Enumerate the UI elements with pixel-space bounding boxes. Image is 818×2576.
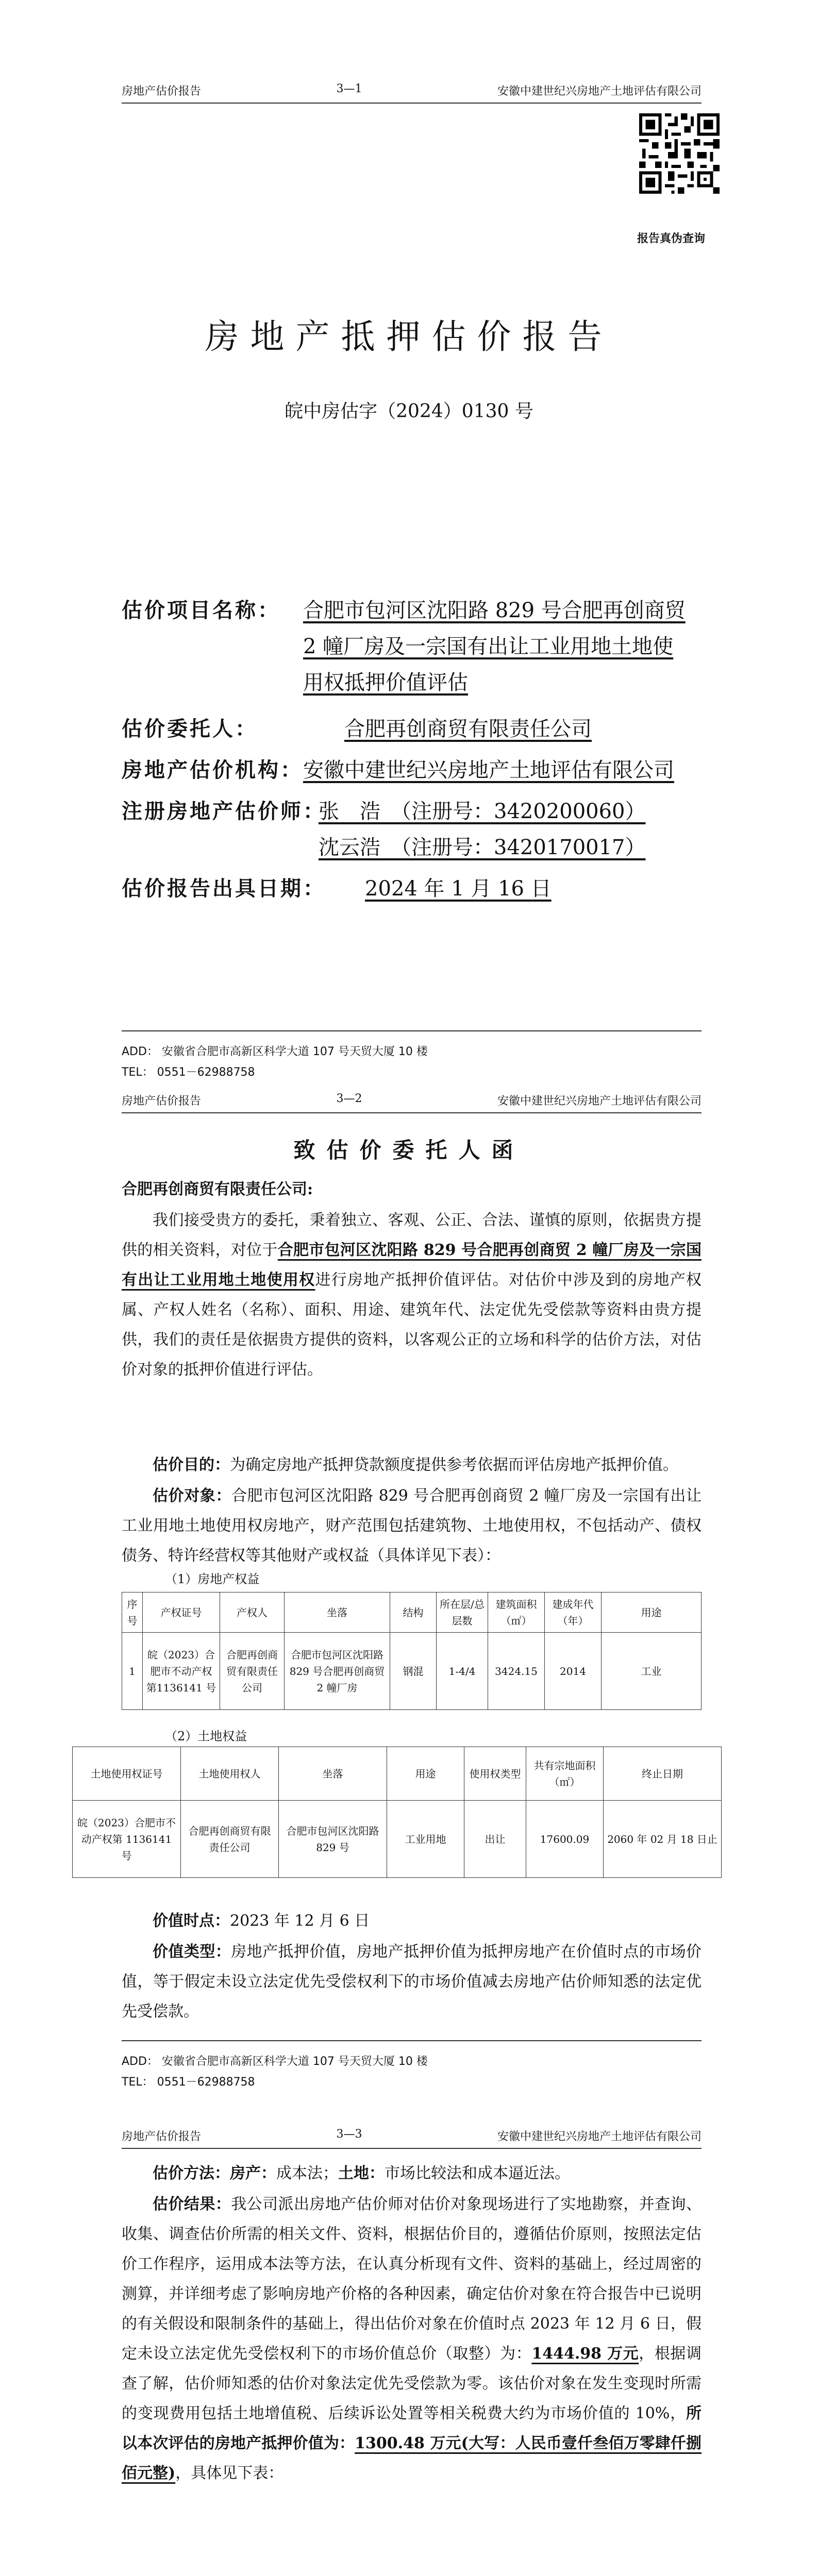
header-left: 房地产估价报告 (122, 1095, 202, 1108)
intro-text-c: 进行房地产抵押价值评估。对估价中涉及到的房地产权属、产权人姓名（名称）、面积、用途、建筑年代、法定优先受偿款等资料由贵方提供，我们的责任是依据贵方提供的资料，以客观公正的立场和科学的估价方法，对估价对象的抵押价值进行评估。 (122, 1271, 702, 1379)
header-page-no: 3—1 (336, 82, 362, 95)
table-cell: 合肥市包河区沈阳路 829 号 (279, 1801, 387, 1878)
result-paragraph (122, 2190, 702, 2488)
project-label: 估价项目名称： (122, 598, 280, 622)
client-label: 估价委托人： (122, 717, 258, 741)
table1-caption: （1）房地产权益 (165, 1572, 260, 1586)
page-header (122, 1092, 702, 1113)
project-name-line2: 2 幢厂房及一宗国有出让工业用地土地使 (303, 635, 674, 658)
table-cell: 合肥再创商贸有限责任公司 (181, 1801, 279, 1878)
table-row (73, 1801, 722, 1878)
appraiser-row-2 (319, 829, 646, 866)
letter-page-2 (0, 2128, 818, 2576)
table-cell: 钢混 (390, 1633, 437, 1710)
project-row (122, 592, 686, 629)
table-cell: 2014 (545, 1633, 602, 1710)
page-header (122, 82, 702, 104)
purpose-paragraph (122, 1450, 702, 1480)
table-cell: 合肥市包河区沈阳路 829 号合肥再创商贸 2 幢厂房 (285, 1633, 390, 1710)
page-header (122, 2128, 702, 2149)
table-cell: 出让 (464, 1801, 526, 1878)
method-label: 估价方法： (153, 2164, 230, 2182)
value-type-text: 房地产抵押价值，房地产抵押价值为抵押房地产在价值时点的市场价值，等于假定未设立法定优先受偿权利下的市场价值减去房地产估价师知悉的法定优先受偿款。 (122, 1943, 702, 2021)
value-type-paragraph (122, 1937, 702, 2027)
date-label: 估价报告出具日期： (122, 876, 326, 901)
table-cell: 工业 (602, 1633, 702, 1710)
header-left: 房地产估价报告 (122, 2130, 202, 2143)
table-header-row (122, 1592, 702, 1633)
land-rights-table (72, 1747, 722, 1878)
table-header: 土地使用权人 (181, 1747, 279, 1801)
method-house-label: 房产： (230, 2164, 276, 2182)
client-name: 合肥再创商贸有限责任公司 (344, 717, 592, 741)
addressee: 合肥再创商贸有限责任公司: (122, 1180, 313, 1198)
market-value: 1444.98 万元 (531, 2345, 639, 2363)
issue-date: 2024 年 1 月 16 日 (365, 877, 552, 901)
object-paragraph (122, 1481, 702, 1571)
value-type-label: 价值类型： (153, 1943, 231, 1961)
agency-row (122, 752, 674, 788)
intro-paragraph (122, 1206, 702, 1385)
table2-caption: （2）土地权益 (165, 1729, 247, 1743)
table-header: 坐落 (279, 1747, 387, 1801)
value-date: 2023 年 12 月 6 日 (230, 1912, 370, 1930)
agency-label: 房地产估价机构： (122, 758, 303, 782)
table-cell: 3424.15 (488, 1633, 545, 1710)
intro-text-a: 我们接受贵方的委托，秉着独立、客观、公正、合法、谨慎的原则，依据贵方提供的相关资料，对位于 (122, 1211, 702, 1259)
client-row (122, 711, 592, 747)
table-cell: 1-4/4 (437, 1633, 488, 1710)
method-land: 市场比较法和成本逼近法。 (385, 2164, 570, 2182)
project-name-line3: 用权抵押价值评估 (303, 671, 468, 694)
qr-code[interactable] (639, 113, 720, 194)
purpose-text: 为确定房地产抵押贷款额度提供参考依据而评估房地产抵押价值。 (230, 1456, 678, 1474)
table-header: 用途 (602, 1592, 702, 1633)
table-cell: 皖（2023）合肥市不动产权第1136141 号 (143, 1633, 220, 1710)
result-text-d: ，具体见下表： (175, 2464, 284, 2482)
table-cell: 工业用地 (387, 1801, 464, 1878)
table-header: 用途 (387, 1747, 464, 1801)
method-paragraph (122, 2159, 702, 2189)
cover-page (0, 0, 818, 1082)
report-title: 房地产抵押估价报告 (205, 317, 613, 357)
header-right: 安徽中建世纪兴房地产土地评估有限公司 (497, 85, 702, 98)
header-right: 安徽中建世纪兴房地产土地评估有限公司 (497, 2130, 702, 2143)
appraiser-row (122, 793, 646, 829)
qr-label: 报告真伪查询 (637, 232, 706, 245)
table-row (122, 1633, 702, 1710)
project-name-line1: 合肥市包河区沈阳路 829 号合肥再创商贸 (303, 599, 686, 622)
table-header: 共有宗地面积（㎡） (526, 1747, 604, 1801)
page-footer (122, 1030, 702, 1082)
result-text-c: 所以本次评估的房地产抵押价值为： (122, 2404, 702, 2452)
table-cell: 合肥再创商贸有限责任公司 (220, 1633, 285, 1710)
header-left: 房地产估价报告 (122, 85, 202, 98)
agency-name: 安徽中建世纪兴房地产土地评估有限公司 (303, 758, 674, 782)
table-header: 终止日期 (604, 1747, 722, 1801)
property-rights-table (122, 1592, 702, 1710)
appraiser-1: 张 浩 （注册号：3420200060） (319, 800, 646, 823)
footer-address: ADD： 安徽省合肥市高新区科学大道 107 号天贸大厦 10 楼 (122, 1045, 428, 1058)
table-cell: 17600.09 (526, 1801, 604, 1878)
footer-tel: TEL： 0551－62988758 (122, 1066, 255, 1079)
letter-page-1 (0, 1082, 818, 2128)
page-footer (122, 2040, 702, 2093)
table-header: 产权人 (220, 1592, 285, 1633)
report-number: 皖中房估字（2024）0130 号 (285, 401, 533, 422)
table-header: 使用权类型 (464, 1747, 526, 1801)
header-page-no: 3—3 (336, 2128, 362, 2141)
date-row (122, 871, 552, 907)
table-header-row (73, 1747, 722, 1801)
table-header: 产权证号 (143, 1592, 220, 1633)
purpose-label: 估价目的： (153, 1456, 230, 1474)
project-row-2 (303, 629, 673, 665)
appraiser-2: 沈云浩 （注册号：3420170017） (319, 836, 646, 859)
table-header: 序号 (122, 1592, 143, 1633)
table-header: 坐落 (285, 1592, 390, 1633)
letter-title: 致估价委托人函 (293, 1138, 525, 1163)
footer-address: ADD： 安徽省合肥市高新区科学大道 107 号天贸大厦 10 楼 (122, 2055, 428, 2068)
method-house: 成本法； (276, 2164, 338, 2182)
result-text-a: 我公司派出房地产估价师对估价对象现场进行了实地勘察，并查询、收集、调查估价所需的相关文件、资料，根据估价目的，遵循估价原则，按照法定估价工作程序，运用成本法等方法，在认真分析现有文件、资料的基础上，经过周密的测算，并详细考虑了影响房地产价格的各种因素，确定估价对象在符合报告中已说明的有关假设和限制条件的基础上，得出估价对象在价值时点 2023 年 12 月 6 日，假定未设立法定优先受偿权利下的市场价值总价（取整）为： (122, 2195, 702, 2363)
footer-tel: TEL： 0551－62988758 (122, 2076, 255, 2089)
project-row-3 (303, 665, 468, 701)
intro-object: 合肥市包河区沈阳路 829 号合肥再创商贸 2 幢厂房及一宗国有出让工业用地土地使用权 (122, 1241, 702, 1289)
object-label: 估价对象： (153, 1487, 232, 1505)
value-date-label: 价值时点： (153, 1912, 230, 1930)
value-date-paragraph (122, 1906, 702, 1936)
result-label: 估价结果： (153, 2195, 231, 2213)
mortgage-value: 1300.48 万元(大写：人民币壹仟叁佰万零肆仟捌佰元整) (122, 2434, 702, 2482)
table-cell: 2060 年 02 月 18 日止 (604, 1801, 722, 1878)
method-land-label: 土地： (338, 2164, 385, 2182)
result-text-b: ，根据调查了解，估价师知悉的估价对象法定优先受偿款为零。该估价对象在发生变现时所需的变现费用包括土地增值税、后续诉讼处置等相关税费大约为市场价值的 10%， (122, 2345, 702, 2422)
table-cell: 皖（2023）合肥市不动产权第 1136141 号 (73, 1801, 181, 1878)
header-page-no: 3—2 (336, 1092, 362, 1105)
table-header: 所在层/总层数 (437, 1592, 488, 1633)
table-cell: 1 (122, 1633, 143, 1710)
header-right: 安徽中建世纪兴房地产土地评估有限公司 (497, 1095, 702, 1108)
table-header: 土地使用权证号 (73, 1747, 181, 1801)
table-header: 建成年代（年） (545, 1592, 602, 1633)
table-header: 结构 (390, 1592, 437, 1633)
table-header: 建筑面积（㎡） (488, 1592, 545, 1633)
appraiser-label: 注册房地产估价师： (122, 799, 326, 823)
object-text: 合肥市包河区沈阳路 829 号合肥再创商贸 2 幢厂房及一宗国有出让工业用地土地使用权房地产，财产范围包括建筑物、土地使用权，不包括动产、债权债务、特许经营权等其他财产或权益（具体详见下表）： (122, 1487, 702, 1565)
